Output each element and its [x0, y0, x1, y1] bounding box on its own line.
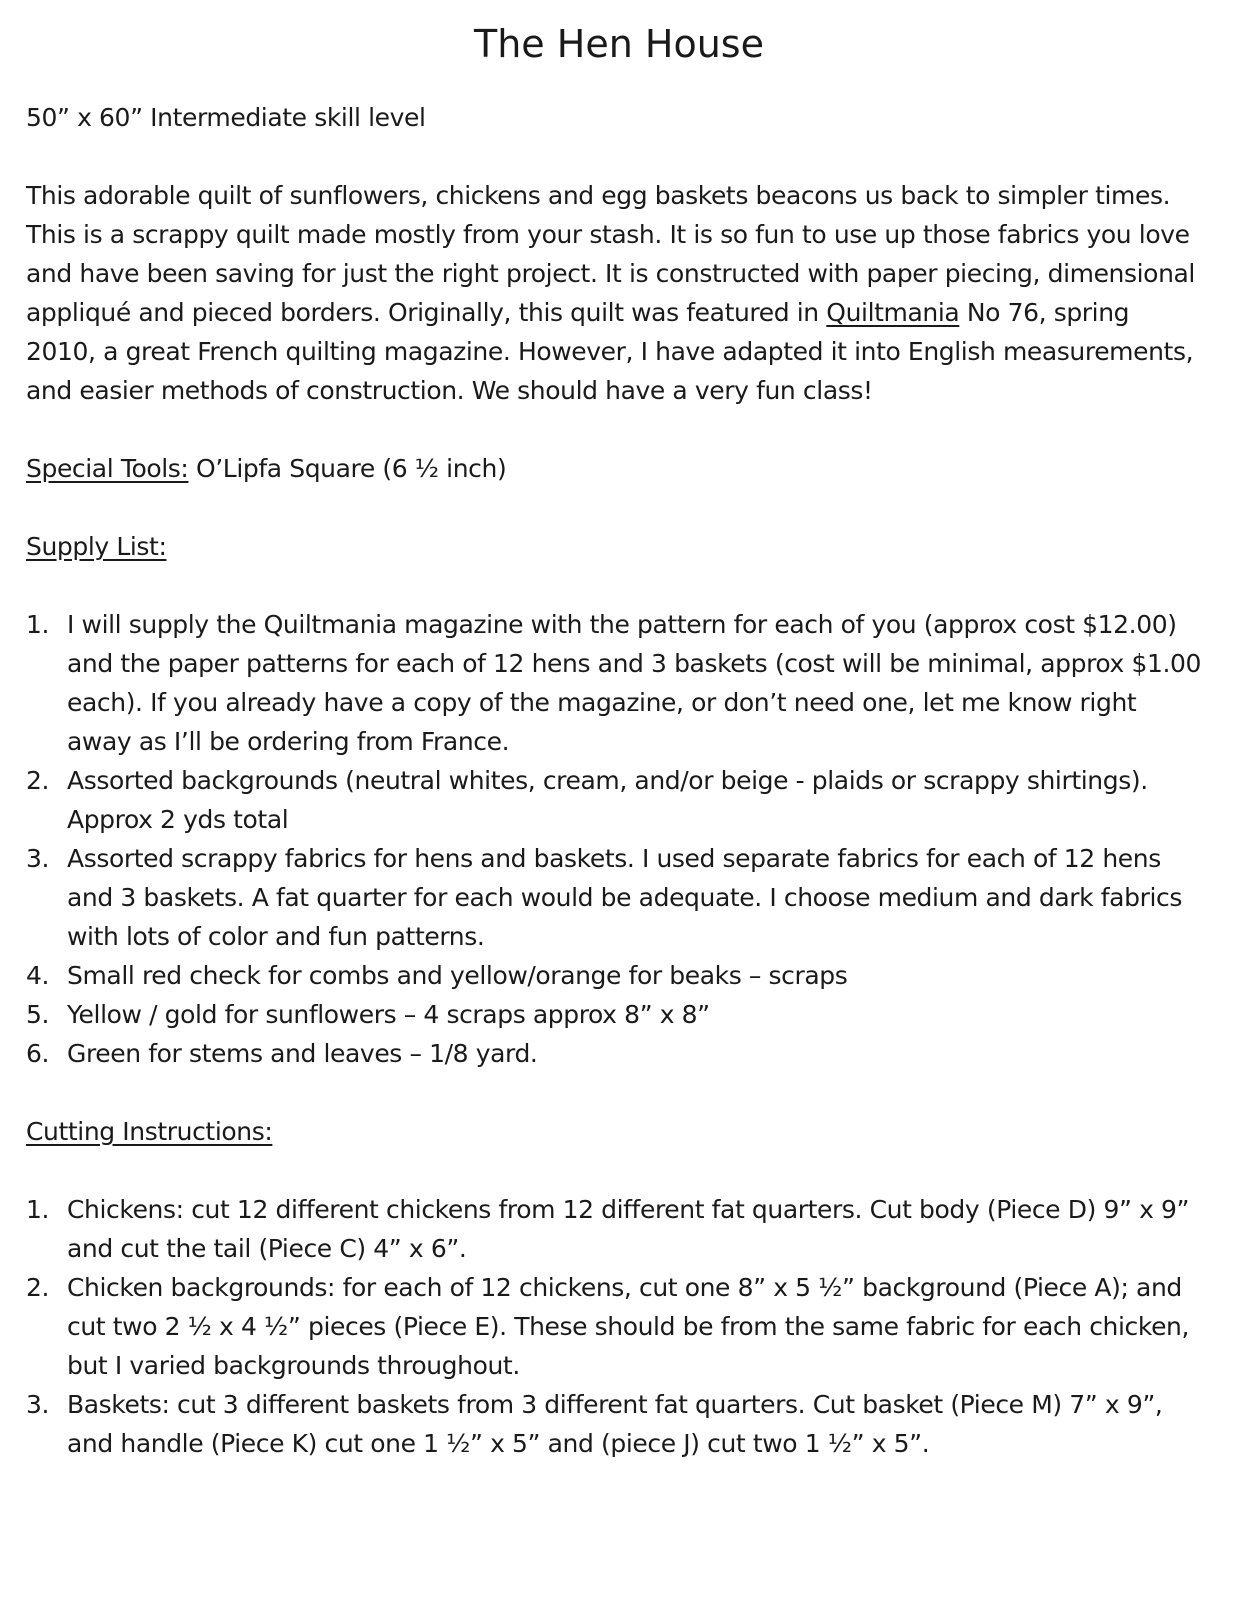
intro-text-part1: This adorable quilt of sunflowers, chickens and egg baskets beacons us back to simpler times. This is a scrappy quilt made mostly from your stash. It is so fun to use up those fabrics you love and have been saving for just the right project. It is constructed with paper piecing, dimensional appliqué and pieced borders. Originally, this quilt was featured in	[26, 181, 1195, 327]
item-text: Assorted backgrounds (neutral whites, cream, and/or beige - plaids or scrappy shirtings). Approx 2 yds total	[67, 766, 1148, 834]
supply-list-heading	[26, 527, 1202, 566]
item-number: 4.	[26, 961, 50, 990]
magazine-title: Quiltmania	[826, 298, 960, 327]
intro-paragraph	[26, 176, 1202, 410]
item-text: Small red check for combs and yellow/orange for beaks – scraps	[67, 961, 848, 990]
intro-text-part2: No 76, spring 2010, a great French quilting magazine. However, I have adapted it into English measurements, and easier methods of construction. We should have a very fun class!	[26, 298, 1194, 405]
special-tools-value: O’Lipfa Square (6 ½ inch)	[188, 454, 507, 483]
item-number: 5.	[26, 1000, 50, 1029]
list-item	[26, 605, 1202, 761]
cutting-instructions-heading	[26, 1112, 1202, 1151]
cutting-instructions-heading-text: Cutting Instructions:	[26, 1117, 273, 1146]
item-number: 1.	[26, 1195, 50, 1224]
item-text: Yellow / gold for sunflowers – 4 scraps approx 8” x 8”	[67, 1000, 710, 1029]
item-number: 6.	[26, 1039, 50, 1068]
item-text: Green for stems and leaves – 1/8 yard.	[67, 1039, 538, 1068]
item-number: 3.	[26, 1390, 50, 1419]
list-item	[26, 1190, 1202, 1268]
item-number: 2.	[26, 1273, 50, 1302]
item-number: 3.	[26, 844, 50, 873]
supply-list	[26, 605, 1202, 1073]
supply-list-heading-text: Supply List:	[26, 532, 167, 561]
item-text: Baskets: cut 3 different baskets from 3 different fat quarters. Cut basket (Piece M) 7” x 9”, and handle (Piece K) cut one 1 ½” x 5” and (piece J) cut two 1 ½” x 5”.	[67, 1390, 1163, 1458]
size-skill-line: 50” x 60” Intermediate skill level	[26, 103, 426, 132]
list-item	[26, 956, 1202, 995]
special-tools-label: Special Tools:	[26, 454, 189, 483]
special-tools-line	[26, 449, 1202, 488]
item-text: I will supply the Quiltmania magazine with the pattern for each of you (approx cost $12.00) and the paper patterns for each of 12 hens and 3 baskets (cost will be minimal, approx $1.00 each). If you already have a copy of the magazine, or don’t need one, let me know right away as I’ll be ordering from France.	[67, 610, 1202, 756]
list-item	[26, 761, 1202, 839]
item-text: Chickens: cut 12 different chickens from 12 different fat quarters. Cut body (Piece D) 9” x 9” and cut the tail (Piece C) 4” x 6”.	[67, 1195, 1190, 1263]
item-text: Assorted scrappy fabrics for hens and baskets. I used separate fabrics for each of 12 hens and 3 baskets. A fat quarter for each would be adequate. I choose medium and dark fabrics with lots of color and fun patterns.	[67, 844, 1182, 951]
list-item	[26, 1268, 1202, 1385]
item-number: 2.	[26, 766, 50, 795]
cutting-instructions-list	[26, 1190, 1202, 1463]
list-item	[26, 995, 1202, 1034]
list-item	[26, 839, 1202, 956]
item-text: Chicken backgrounds: for each of 12 chickens, cut one 8” x 5 ½” background (Piece A); and cut two 2 ½ x 4 ½” pieces (Piece E). These should be from the same fabric for each chicken, but I varied backgrounds throughout.	[67, 1273, 1190, 1380]
list-item	[26, 1034, 1202, 1073]
list-item	[26, 1385, 1202, 1463]
item-number: 1.	[26, 610, 50, 639]
document-title: The Hen House	[474, 22, 764, 66]
